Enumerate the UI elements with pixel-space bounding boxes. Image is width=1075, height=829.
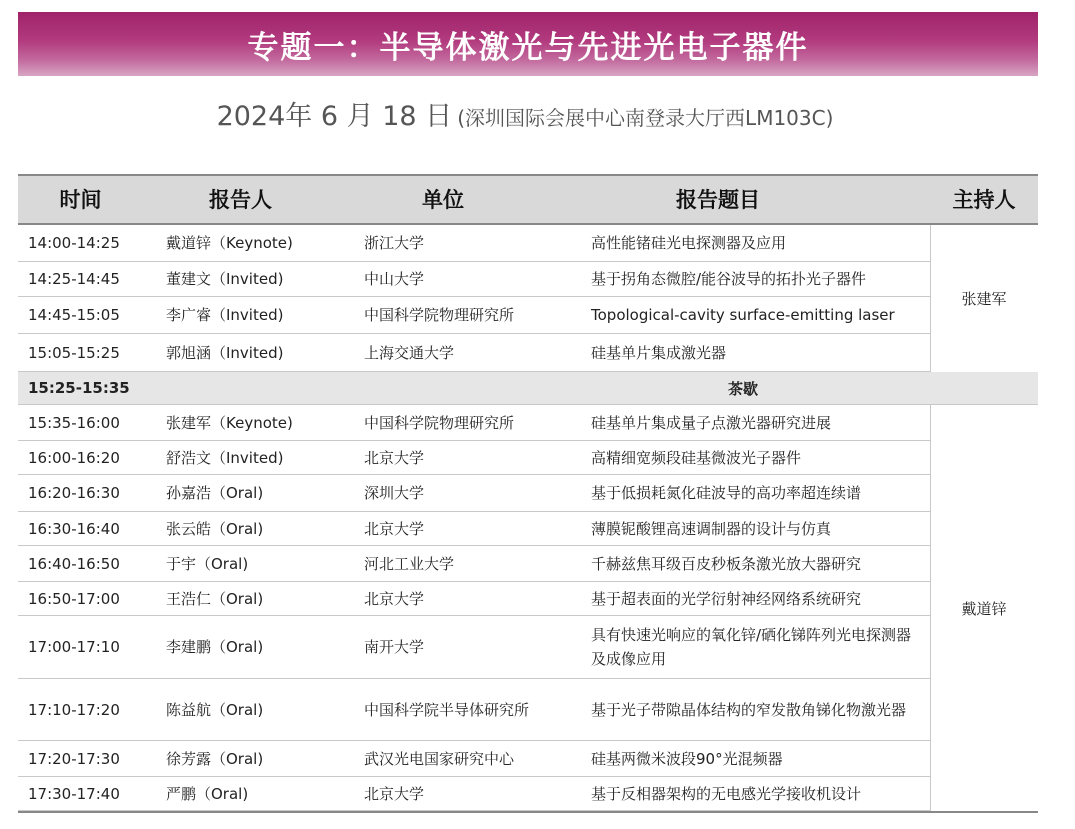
cell-title: 具有快速光响应的氧化锌/硒化锑阵列光电探测器及成像应用 xyxy=(591,626,912,668)
table-row xyxy=(18,475,930,512)
cell-title: Topological-cavity surface-emitting laser xyxy=(591,306,895,324)
cell-title: 硅基单片集成量子点激光器研究进展 xyxy=(591,413,832,432)
cell-speaker: 徐芳露（Oral) xyxy=(166,749,264,768)
table-row xyxy=(18,512,930,546)
cell-speaker: 张云皓（Oral) xyxy=(166,519,264,538)
header-host: 主持人 xyxy=(952,188,1016,212)
cell-affiliation: 南开大学 xyxy=(364,638,425,656)
cell-affiliation: 中国科学院物理研究所 xyxy=(364,413,515,432)
cell-affiliation: 深圳大学 xyxy=(364,484,425,502)
cell-title: 高性能锗硅光电探测器及应用 xyxy=(591,234,787,252)
header-speaker: 报告人 xyxy=(209,188,272,212)
cell-time: 15:35-16:00 xyxy=(28,413,120,432)
cell-speaker: 戴道锌（Keynote) xyxy=(166,234,293,252)
cell-speaker: 李广睿（Invited) xyxy=(166,306,284,324)
cell-time: 17:30-17:40 xyxy=(28,784,120,803)
cell-affiliation: 北京大学 xyxy=(364,784,425,803)
session-title: 专题一：半导体激光与先进光电子器件 xyxy=(247,29,809,66)
header-affiliation: 单位 xyxy=(422,188,464,212)
session-banner xyxy=(18,12,1038,76)
cell-affiliation: 河北工业大学 xyxy=(364,554,455,573)
cell-title: 薄膜铌酸锂高速调制器的设计与仿真 xyxy=(591,519,832,538)
cell-time: 16:30-16:40 xyxy=(28,519,120,538)
table-row xyxy=(18,679,930,741)
cell-affiliation: 中国科学院半导体研究所 xyxy=(364,700,530,719)
session-host: 戴道锌 xyxy=(961,599,1007,618)
table-row xyxy=(18,441,930,475)
cell-speaker: 于宇（Oral) xyxy=(166,554,249,573)
table-row xyxy=(18,546,930,582)
cell-speaker: 陈益航（Oral) xyxy=(166,700,264,719)
session-date: 2024年 6 月 18 日 xyxy=(216,101,453,132)
cell-speaker: 舒浩文（Invited) xyxy=(166,448,284,467)
table-row xyxy=(18,405,930,441)
table-header xyxy=(18,176,1038,225)
cell-speaker: 严鹏（Oral) xyxy=(166,784,249,803)
cell-time: 16:40-16:50 xyxy=(28,554,120,573)
header-time: 时间 xyxy=(59,188,102,212)
cell-speaker: 董建文（Invited) xyxy=(166,270,284,288)
cell-time: 17:00-17:10 xyxy=(28,638,120,656)
table-row xyxy=(18,297,930,334)
cell-affiliation: 武汉光电国家研究中心 xyxy=(364,749,515,768)
cell-affiliation: 北京大学 xyxy=(364,589,425,608)
cell-speaker: 李建鹏（Oral) xyxy=(166,638,264,656)
cell-affiliation: 中山大学 xyxy=(364,270,425,288)
cell-time: 14:25-14:45 xyxy=(28,270,120,288)
cell-time: 14:45-15:05 xyxy=(28,306,120,324)
cell-title: 千赫兹焦耳级百皮秒板条激光放大器研究 xyxy=(591,554,862,573)
cell-title: 基于反相器架构的无电感光学接收机设计 xyxy=(591,784,862,803)
table-row xyxy=(18,582,930,616)
cell-affiliation: 中国科学院物理研究所 xyxy=(364,306,515,324)
cell-title: 高精细宽频段硅基微波光子器件 xyxy=(591,448,802,467)
cell-title: 基于低损耗氮化硅波导的高功率超连续谱 xyxy=(591,484,862,502)
cell-speaker: 王浩仁（Oral) xyxy=(166,589,264,608)
table-row xyxy=(18,334,930,372)
table-row xyxy=(18,741,930,777)
session-venue: (深圳国际会展中心南登录大厅西LM103C) xyxy=(457,106,834,130)
table-row xyxy=(18,225,930,262)
cell-title: 硅基单片集成激光器 xyxy=(591,343,727,362)
cell-title: 基于超表面的光学衍射神经网络系统研究 xyxy=(591,589,862,608)
date-venue-line xyxy=(0,94,1050,133)
break-label: 茶歇 xyxy=(727,379,758,398)
cell-time: 15:05-15:25 xyxy=(28,343,120,362)
cell-time: 14:00-14:25 xyxy=(28,234,120,252)
header-title: 报告题目 xyxy=(676,188,760,212)
cell-affiliation: 北京大学 xyxy=(364,448,425,467)
cell-affiliation: 上海交通大学 xyxy=(364,343,455,362)
cell-speaker: 张建军（Keynote) xyxy=(166,413,293,432)
table-row xyxy=(18,777,930,811)
cell-time: 17:10-17:20 xyxy=(28,700,120,719)
table-row xyxy=(18,616,930,679)
session-host: 张建军 xyxy=(961,290,1007,308)
cell-time: 16:50-17:00 xyxy=(28,589,120,608)
cell-time: 17:20-17:30 xyxy=(28,749,120,768)
cell-title: 基于拐角态微腔/能谷波导的拓扑光子器件 xyxy=(591,270,867,288)
tea-break-row xyxy=(18,372,1038,405)
table-row xyxy=(18,262,930,297)
cell-affiliation: 浙江大学 xyxy=(364,234,425,252)
table-body xyxy=(18,225,1038,811)
schedule-table xyxy=(18,174,1038,811)
cell-speaker: 孙嘉浩（Oral) xyxy=(166,484,264,502)
cell-title: 硅基两微米波段90°光混频器 xyxy=(591,749,783,768)
cell-title: 基于光子带隙晶体结构的窄发散角锑化物激光器 xyxy=(591,700,907,719)
break-time: 15:25-15:35 xyxy=(28,379,130,397)
cell-affiliation: 北京大学 xyxy=(364,519,425,538)
cell-time: 16:00-16:20 xyxy=(28,448,120,467)
cell-speaker: 郭旭涵（Invited) xyxy=(166,343,284,362)
cell-time: 16:20-16:30 xyxy=(28,484,120,502)
